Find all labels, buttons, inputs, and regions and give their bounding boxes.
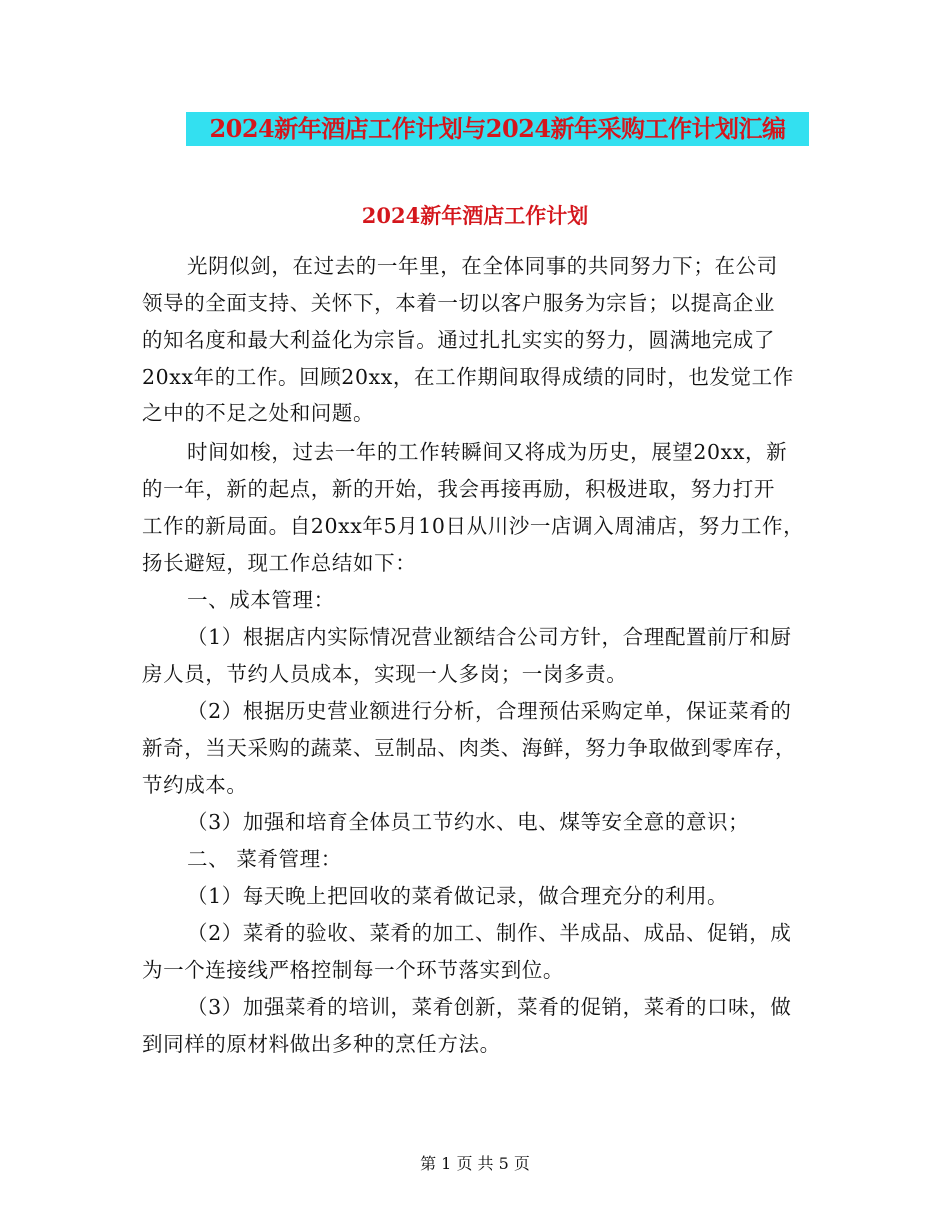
list-item-line: 为一个连接线严格控制每一个环节落实到位。 <box>142 958 564 982</box>
list-item-line: 新奇，当天采购的蔬菜、豆制品、肉类、海鲜，努力争取做到零库存， <box>142 736 797 760</box>
paragraph-line: 光阴似剑，在过去的一年里，在全体同事的共同努力下；在公司 <box>187 254 778 278</box>
document-title: 2024新年酒店工作计划与2024新年采购工作计划汇编 <box>186 112 809 146</box>
list-item-line: 房人员，节约人员成本，实现一人多岗；一岗多责。 <box>142 662 628 686</box>
section-title: 2024新年酒店工作计划 <box>361 203 589 228</box>
paragraph-line: 扬长避短，现工作总结如下： <box>142 551 417 575</box>
list-item-line: 到同样的原材料做出多种的烹任方法。 <box>142 1032 501 1056</box>
paragraph-line: 领导的全面支持、关怀下，本着一切以客户服务为宗旨；以提高企业 <box>142 291 775 315</box>
list-item-line: 节约成本。 <box>142 773 248 797</box>
list-item-line: （2）根据历史营业额进行分析，合理预估采购定单，保证菜肴的 <box>187 699 792 723</box>
page-number-footer: 第 1 页 共 5 页 <box>420 1154 530 1173</box>
paragraph-line: 20xx年的工作。回顾20xx，在工作期间取得成绩的同时，也发觉工作 <box>142 365 794 389</box>
paragraph-line: 之中的不足之处和问题。 <box>142 401 375 425</box>
paragraph-line: 的一年，新的起点，新的开始，我会再接再励，积极进取，努力打开 <box>142 477 775 501</box>
paragraph-line: 的知名度和最大利益化为宗旨。通过扎扎实实的努力，圆满地完成了 <box>142 328 775 352</box>
list-item-line: （3）加强菜肴的培训，菜肴创新，菜肴的促销，菜肴的口味，做 <box>187 995 792 1019</box>
list-item-line: （1）每天晚上把回收的菜肴做记录，做合理充分的利用。 <box>187 884 729 908</box>
list-item-line: （1）根据店内实际情况营业额结合公司方针，合理配置前厅和厨 <box>187 625 792 649</box>
section-heading: 一、成本管理： <box>187 588 335 612</box>
list-item-line: （3）加强和培育全体员工节约水、电、煤等安全意的意识； <box>187 810 750 834</box>
section-heading: 二、 菜肴管理： <box>187 847 342 871</box>
paragraph-line: 时间如梭，过去一年的工作转瞬间又将成为历史，展望20xx，新 <box>187 440 788 464</box>
paragraph-line: 工作的新局面。自20xx年5月10日从川沙一店调入周浦店，努力工作， <box>142 514 805 538</box>
list-item-line: （2）菜肴的验收、菜肴的加工、制作、半成品、成品、促销，成 <box>187 921 792 945</box>
